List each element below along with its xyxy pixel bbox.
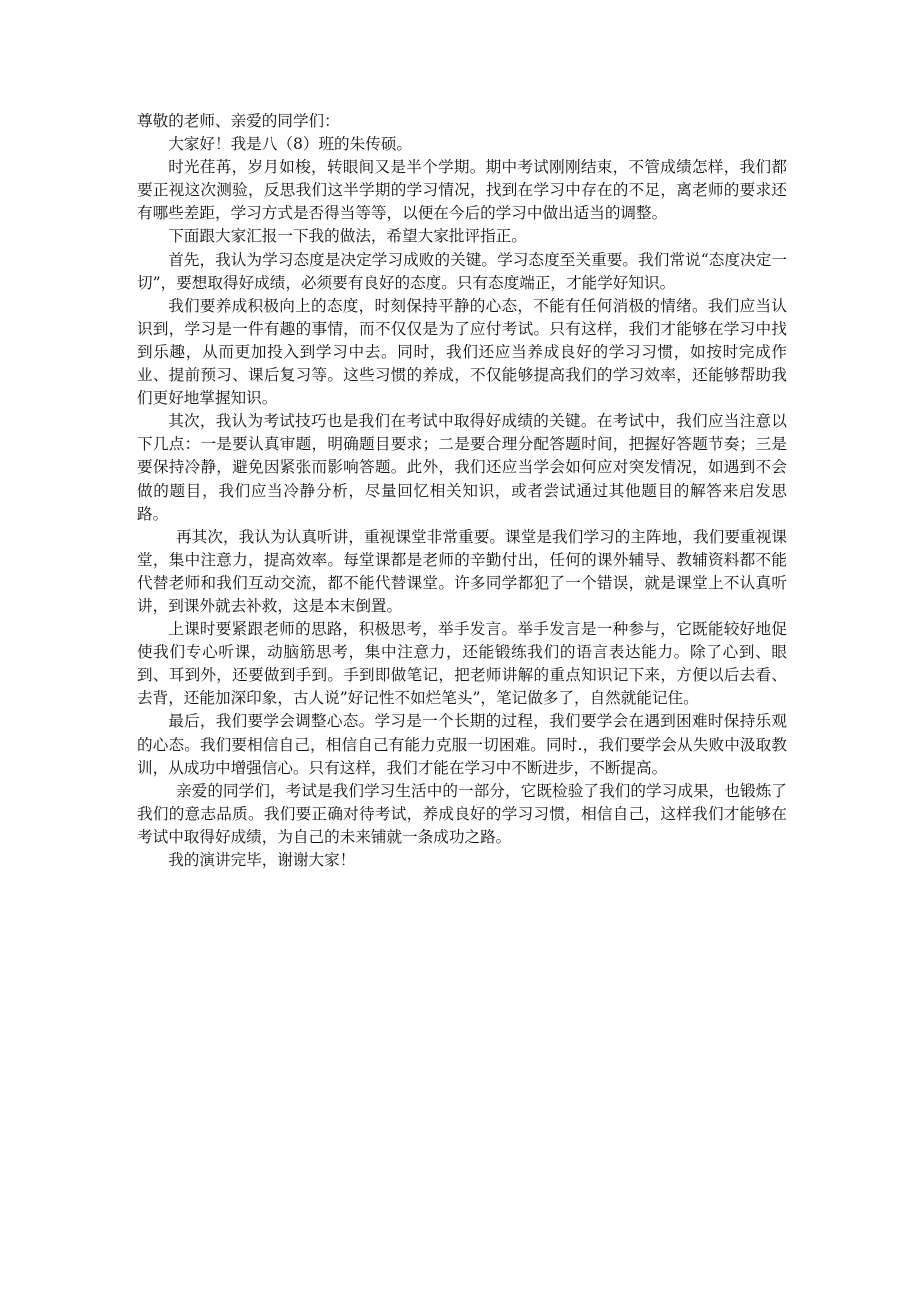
paragraph-adjust-mindset: 最后，我们要学会调整心态。学习是一个长期的过程，我们要学会在遇到困难时保持乐观的心态。我们要相信自己，相信自己有能力克服一切困难。同时.，我们要学会从失败中汲取教训，从成功中增强信心。只有这样，我们才能在学习中不断进步，不断提高。 [137,712,787,777]
paragraph-greeting: 大家好！我是八（8）班的朱传硕。 [168,135,413,154]
paragraph-conclusion: 亲爱的同学们，考试是我们学习生活中的一部分，它既检验了我们的学习成果，也锻炼了我们的意志品质。我们要正确对待考试，养成良好的学习习惯，相信自己，这样我们才能够在考试中取得好成绩，为自己的未来铺就一条成功之路。 [137,781,787,846]
paragraph-closing: 我的演讲完毕，谢谢大家！ [168,851,356,869]
speech-document [137,110,787,872]
paragraph-report: 下面跟大家汇报一下我的做法，希望大家批评指正。 [168,227,527,246]
paragraph-classroom: 再其次，我认为认真听讲，重视课堂非常重要。课堂是我们学习的主阵地，我们要重视课堂，集中注意力，提高效率。每堂课都是老师的辛勤付出，任何的课外辅导、教辅资料都不能代替老师和我们互动交流，都不能代替课堂。许多同学都犯了一个错误，就是课堂上不认真听讲，到课外就去补救，这是本末倒置。 [137,527,787,615]
paragraph-mindset: 我们要养成积极向上的态度，时刻保持平静的心态，不能有任何消极的情绪。我们应当认识到，学习是一件有趣的事情，而不仅仅是为了应付考试。只有这样，我们才能够在学习中找到乐趣，从而更加投入到学习中去。同时，我们还应当养成良好的学习习惯，如按时完成作业、提前预习、课后复习等。这些习惯的养成，不仅能够提高我们的学习效率，还能够帮助我们更好地掌握知识。 [137,296,787,408]
paragraph-intro: 时光荏苒，岁月如梭，转眼间又是半个学期。期中考试刚刚结束，不管成绩怎样，我们都要正视这次测验，反思我们这半学期的学习情况，找到在学习中存在的不足，离老师的要求还有哪些差距，学习方式是否得当等等，以便在今后的学习中做出适当的调整。 [137,158,787,223]
paragraph-attitude: 首先，我认为学习态度是决定学习成败的关键。学习态度至关重要。我们常说“态度决定一切”，要想取得好成绩，必须要有良好的态度。只有态度端正，才能学好知识。 [137,250,787,292]
salutation: 尊敬的老师、亲爱的同学们： [137,112,340,130]
paragraph-participation: 上课时要紧跟老师的思路，积极思考，举手发言。举手发言是一种参与，它既能较好地促使我们专心听课，动脑筋思考，集中注意力，还能锻练我们的语言表达能力。除了心到、眼到、耳到外，还要做到手到。手到即做笔记，把老师讲解的重点知识记下来，方便以后去看、去背，还能加深印象，古人说”好记性不如烂笔头”，笔记做多了，自然就能记住。 [137,620,787,708]
paragraph-exam-skills: 其次，我认为考试技巧也是我们在考试中取得好成绩的关键。在考试中，我们应当注意以下几点：一是要认真审题，明确题目要求；二是要合理分配答题时间，把握好答题节奏；三是要保持冷静，避免因紧张而影响答题。此外，我们还应当学会如何应对突发情况，如遇到不会做的题目，我们应当冷静分析，尽量回忆相关知识，或者尝试通过其他题目的解答来启发思路。 [137,412,787,523]
